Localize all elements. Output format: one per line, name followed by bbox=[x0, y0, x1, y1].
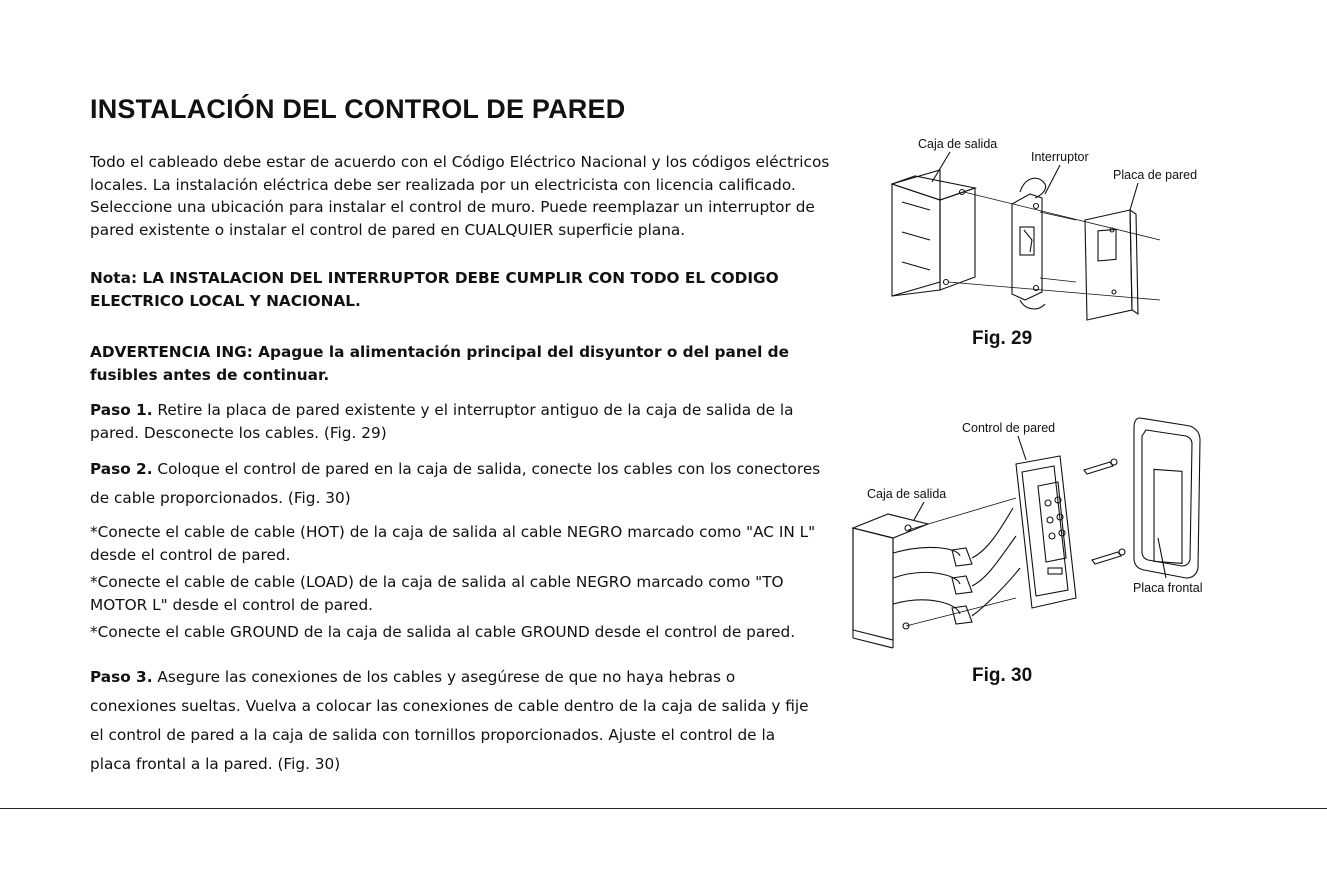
step-1-label: Paso 1. bbox=[90, 401, 153, 419]
figure-29-caption: Fig. 29 bbox=[972, 328, 1033, 349]
figure-30-caption: Fig. 30 bbox=[972, 665, 1033, 686]
warning-paragraph: ADVERTENCIA ING: Apague la alimentación principal del disyuntor o del panel de fusibles antes de continuar. bbox=[90, 343, 789, 384]
figure-30-diagram bbox=[848, 408, 1218, 658]
fig29-label-switch: Interruptor bbox=[1031, 150, 1089, 164]
switch-drawing bbox=[1012, 178, 1046, 309]
step-3-label: Paso 3. bbox=[90, 668, 153, 686]
step-2-text: Coloque el control de pared en la caja de salida, conecte los cables con los conectores de cable proporcionados. (Fig. 30) bbox=[90, 460, 821, 507]
bullet-ground: *Conecte el cable GROUND de la caja de salida al cable GROUND desde el control de pared. bbox=[90, 623, 796, 641]
wires-drawing bbox=[893, 498, 1020, 626]
figure-29-diagram bbox=[880, 132, 1220, 332]
fig29-label-box: Caja de salida bbox=[918, 137, 998, 151]
outlet-box-drawing bbox=[853, 514, 928, 648]
fig30-label-plate: Placa frontal bbox=[1133, 581, 1203, 595]
bottom-divider bbox=[0, 808, 1327, 809]
bullet-hot: *Conecte el cable de cable (HOT) de la caja de salida al cable NEGRO marcado como "AC IN L" desde el control de pared. bbox=[90, 523, 816, 564]
step-2-label: Paso 2. bbox=[90, 460, 153, 478]
step-3 bbox=[90, 663, 810, 779]
step-1-text: Retire la placa de pared existente y el interruptor antiguo de la caja de salida de la pared. Desconecte los cables. (Fig. 29) bbox=[90, 401, 794, 442]
fig30-label-box: Caja de salida bbox=[867, 487, 947, 501]
step-3-text: Asegure las conexiones de los cables y asegúrese de que no haya hebras o conexiones sueltas. Vuelva a colocar las conexiones de cable dentro de la caja de salida y fije el control de pared a la caja de salida con tornillos proporcionados. Ajuste el control de la placa frontal a la pared. (Fig. 30) bbox=[90, 668, 809, 773]
fig29-label-plate: Placa de pared bbox=[1113, 168, 1198, 182]
step-1 bbox=[90, 399, 835, 444]
bullet-load: *Conecte el cable de cable (LOAD) de la caja de salida al cable NEGRO marcado como "TO MOTOR L" desde el control de pared. bbox=[90, 573, 784, 614]
wire-nuts-drawing bbox=[952, 548, 972, 624]
wall-plate-drawing bbox=[1085, 210, 1138, 320]
page-title: INSTALACIÓN DEL CONTROL DE PARED bbox=[90, 94, 626, 124]
note-paragraph: Nota: LA INSTALACION DEL INTERRUPTOR DEBE CUMPLIR CON TODO EL CODIGO ELECTRICO LOCAL Y NACIONAL. bbox=[90, 269, 779, 310]
face-plate-drawing bbox=[1134, 418, 1200, 578]
intro-paragraph: Todo el cableado debe estar de acuerdo con el Código Eléctrico Nacional y los códigos eléctricos locales. La instalación eléctrica debe ser realizada por un electricista con licencia calificado. Seleccione una ubicación para instalar el control de muro. Puede reemplazar un interruptor de pared existente o instalar el control de pared en CUALQUIER superficie plana. bbox=[90, 153, 830, 239]
wall-control-drawing bbox=[1016, 456, 1076, 608]
screws-drawing bbox=[1084, 459, 1125, 564]
fig30-label-control: Control de pared bbox=[962, 421, 1056, 435]
step-2 bbox=[90, 455, 835, 513]
outlet-box-drawing bbox=[892, 170, 975, 296]
